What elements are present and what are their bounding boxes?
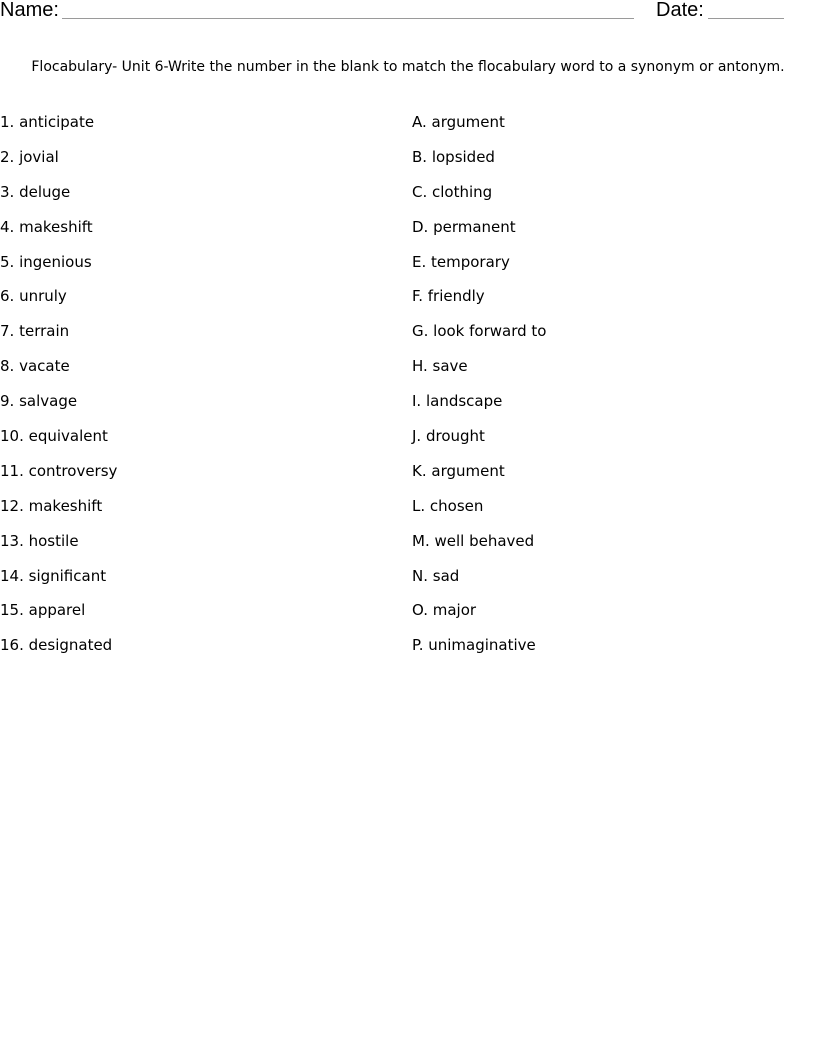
word-item: 11. controversy bbox=[0, 461, 118, 480]
word-item: 7. terrain bbox=[0, 322, 70, 341]
word-item: 10. equivalent bbox=[0, 427, 108, 446]
name-label: Name: bbox=[0, 0, 59, 21]
word-item: 1. anticipate bbox=[0, 113, 95, 131]
match-item: M. well behaved bbox=[412, 531, 535, 550]
word-item: 3. deluge bbox=[0, 182, 71, 201]
match-item: H. save bbox=[412, 357, 468, 376]
match-item: K. argument bbox=[412, 461, 505, 480]
match-item: C. clothing bbox=[412, 182, 493, 201]
match-item: B. lopsided bbox=[412, 147, 495, 166]
word-item: 14. significant bbox=[0, 566, 107, 585]
date-blank-line[interactable] bbox=[708, 18, 784, 19]
word-item: 15. apparel bbox=[0, 601, 86, 620]
word-item: 2. jovial bbox=[0, 147, 59, 166]
word-item: 4. makeshift bbox=[0, 217, 93, 236]
match-item: F. friendly bbox=[412, 287, 485, 306]
worksheet-header bbox=[0, 0, 816, 24]
match-item: D. permanent bbox=[412, 217, 516, 236]
instructions bbox=[0, 58, 816, 76]
match-item: G. look forward to bbox=[412, 322, 547, 341]
word-item: 16. designated bbox=[0, 636, 113, 655]
match-item: N. sad bbox=[412, 566, 460, 585]
word-item: 8. vacate bbox=[0, 357, 70, 376]
match-item: J. drought bbox=[412, 427, 485, 446]
date-label: Date: bbox=[656, 0, 704, 21]
name-blank-line[interactable] bbox=[62, 18, 634, 19]
match-item: P. unimaginative bbox=[412, 636, 536, 655]
instructions-text: Flocabulary- Unit 6-Write the number in the blank to match the flocabulary word to a synonym or antonym. bbox=[31, 59, 785, 75]
word-item: 12. makeshift bbox=[0, 496, 103, 515]
word-item: 13. hostile bbox=[0, 531, 79, 550]
match-item: L. chosen bbox=[412, 496, 484, 515]
word-item: 9. salvage bbox=[0, 392, 78, 411]
match-item: E. temporary bbox=[412, 252, 510, 271]
word-list bbox=[0, 112, 117, 670]
match-item: O. major bbox=[412, 601, 477, 620]
word-item: 6. unruly bbox=[0, 287, 67, 306]
match-item: A. argument bbox=[412, 113, 505, 131]
match-item: I. landscape bbox=[412, 392, 503, 411]
word-item: 5. ingenious bbox=[0, 252, 92, 271]
match-list bbox=[412, 112, 546, 670]
